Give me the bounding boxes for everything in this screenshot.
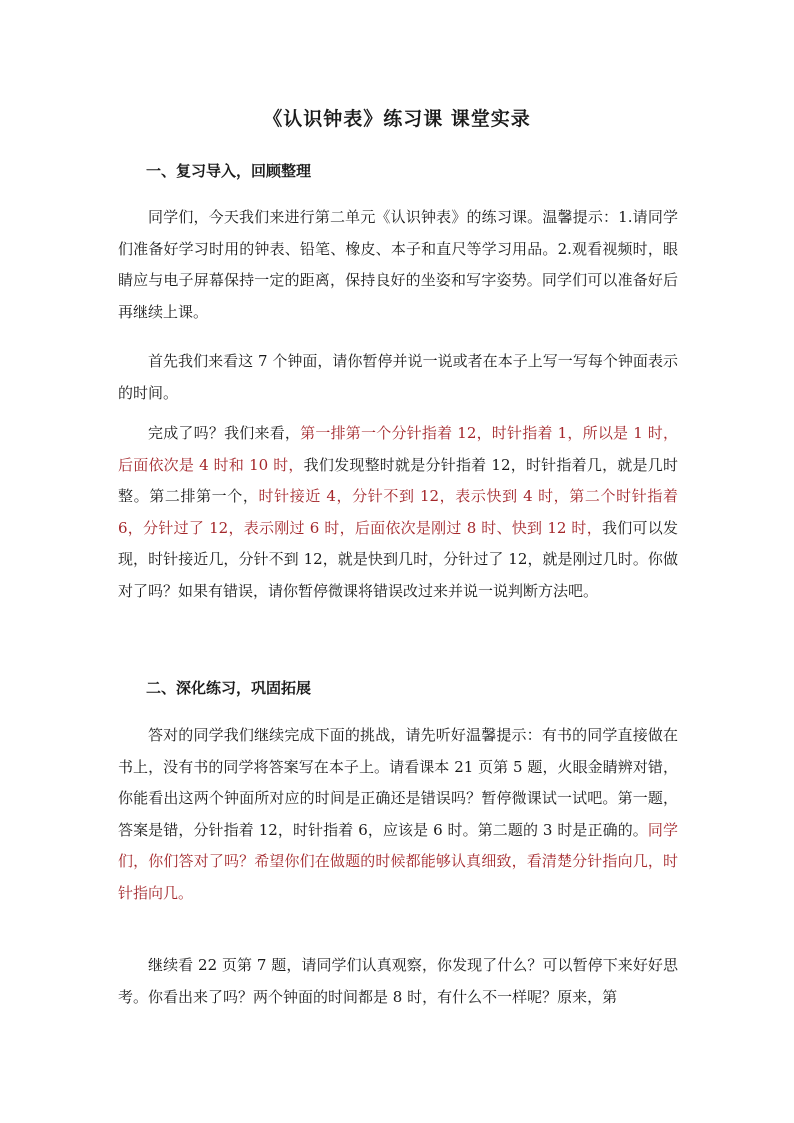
paragraph-clock-faces: 首先我们来看这 7 个钟面，请你暂停并说一说或者在本子上写一写每个钟面表示的时间。 bbox=[118, 352, 678, 402]
challenge-text-encouragement: 同学们，你们答对了吗？希望你们在做题的时候都能够认真细致，看清楚分针指向几，时针指向几。 bbox=[118, 820, 678, 902]
section-heading-practice: 二、深化练习，巩固拓展 bbox=[146, 679, 312, 697]
paragraph-challenge bbox=[118, 720, 678, 910]
document-title: 《认识钟表》练习课 课堂实录 bbox=[263, 108, 531, 130]
paragraph-answers bbox=[118, 418, 678, 608]
answers-text-lead: 完成了吗？我们来看， bbox=[148, 424, 301, 442]
answers-text-rule2: 我们可以发现，时针接近几，分针不到 12，就是快到几时，分针过了 12，就是刚过几时。你做对了吗？如果有错误，请你暂停微课将错误改过来并说一说判断方法吧。 bbox=[118, 518, 678, 600]
section-heading-review: 一、复习导入，回顾整理 bbox=[146, 162, 312, 180]
challenge-text: 答对的同学我们继续完成下面的挑战，请先听好温馨提示：有书的同学直接做在书上，没有书的同学将答案写在本子上。请看课本 21 页第 5 题，火眼金睛辨对错，你能看出这两个钟面所对应的时间是正确还是错误吗？暂停微课试一试吧。第一题，答案是错，分针指着 12，时针指着 6，应该是 6 时。第二题的 3 时是正确的。 bbox=[118, 726, 678, 839]
answers-text-row1: 第一排第一个分针指着 12，时针指着 1，所以是 1 时，后面依次是 4 时和 10 时， bbox=[118, 424, 678, 474]
answers-text-row2: 时针接近 4，分针不到 12，表示快到 4 时，第二个时针指着 6，分针过了 12，表示刚过 6 时，后面依次是刚过 8 时、快到 12 时， bbox=[118, 487, 678, 537]
paragraph-exercise-seven: 继续看 22 页第 7 题，请同学们认真观察，你发现了什么？可以暂停下来好好思考。你看出来了吗？两个钟面的时间都是 8 时，有什么不一样呢？原来，第 bbox=[118, 956, 678, 1006]
answers-text-rule1: 我们发现整时就是分针指着 12，时针指着几，就是几时整。第二排第一个， bbox=[118, 455, 678, 506]
paragraph-intro: 同学们，今天我们来进行第二单元《认识钟表》的练习课。温馨提示：1.请同学们准备好学习时用的钟表、铅笔、橡皮、本子和直尺等学习用品。2.观看视频时，眼睛应与电子屏幕保持一定的距离，保持良好的坐姿和写字姿势。同学们可以准备好后再继续上课。 bbox=[118, 208, 678, 322]
